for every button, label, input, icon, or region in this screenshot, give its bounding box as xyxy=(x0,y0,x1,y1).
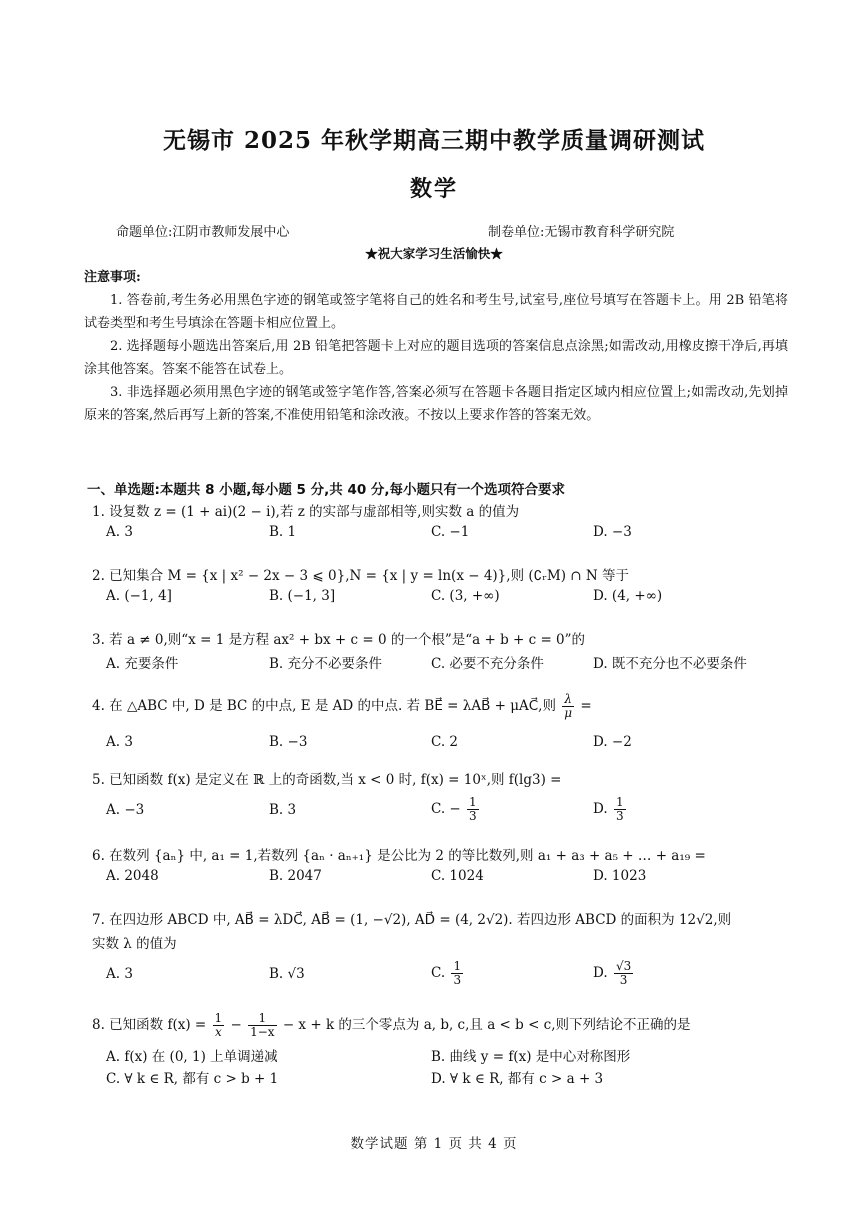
option-a: A. 2048 xyxy=(106,868,159,884)
option-d: D. ∀ k ∈ R, 都有 c > a + 3 xyxy=(431,1071,604,1087)
question-7 xyxy=(92,910,792,994)
exam-subject: 数学 xyxy=(409,176,458,202)
option-b: B. −3 xyxy=(269,734,308,750)
option-c: C. 1024 xyxy=(431,868,484,884)
question-1 xyxy=(92,502,792,548)
page-footer: 数学试题 第 1 页 共 4 页 xyxy=(350,1136,518,1152)
option-c xyxy=(431,960,465,987)
question-stem: 2. 已知集合 M = {x | x² − 2x − 3 ⩽ 0},N = {x | y = ln(x − 4)},则 (∁ᵣM) ∩ N 等于 xyxy=(92,568,629,584)
fraction-denominator: 3 xyxy=(469,809,477,823)
question-stem: 3. 若 a ≠ 0,则“x = 1 是方程 ax² + bx + c = 0 的一个根”是“a + b + c = 0”的 xyxy=(92,632,586,648)
option-label: C. − xyxy=(431,801,461,817)
options-row xyxy=(92,796,792,830)
fraction xyxy=(614,796,626,823)
option-a: A. f(x) 在 (0, 1) 上单调递减 xyxy=(106,1049,278,1065)
option-label: D. xyxy=(593,801,608,817)
question-2 xyxy=(92,566,792,612)
stem-text: − xyxy=(230,1017,242,1033)
fraction-denominator: 1−x xyxy=(250,1025,275,1039)
fraction-denominator: 3 xyxy=(619,973,628,987)
option-c: C. ∀ k ∈ R, 都有 c > b + 1 xyxy=(106,1071,279,1087)
option-a: A. 3 xyxy=(106,966,133,982)
stem-text: 4. 在 △ABC 中, D 是 BC 的中点, E 是 AD 的中点. 若 BE⃗ = λAB⃗ + μAC⃗,则 xyxy=(92,698,556,714)
options-row xyxy=(92,960,792,994)
fraction-numerator: λ xyxy=(562,693,574,707)
option-c: C. 必要不充分条件 xyxy=(431,656,544,672)
motto: ★祝大家学习生活愉快★ xyxy=(365,246,503,261)
stem-text: = xyxy=(580,698,592,714)
fraction-numerator: √3 xyxy=(615,959,632,973)
question-5 xyxy=(92,770,792,830)
option-a: A. 充要条件 xyxy=(106,656,179,672)
fraction xyxy=(213,1012,225,1039)
fraction-numerator: 1 xyxy=(469,795,477,809)
option-b: B. 3 xyxy=(269,802,297,818)
option-b: B. (−1, 3] xyxy=(269,588,336,604)
option-d: D. −2 xyxy=(593,734,632,750)
option-c xyxy=(431,796,481,823)
options-row xyxy=(92,734,792,758)
option-b: B. √3 xyxy=(269,966,305,982)
fraction xyxy=(562,693,574,720)
question-4 xyxy=(92,693,792,758)
question-stem-line-2: 实数 λ 的值为 xyxy=(92,936,177,952)
question-6 xyxy=(92,846,792,892)
option-b: B. 2047 xyxy=(269,868,322,884)
exam-title: 无锡市 2025 年秋学期高三期中教学质量调研测试 xyxy=(162,127,706,154)
fraction-denominator: 3 xyxy=(453,973,462,987)
fraction xyxy=(451,960,463,987)
option-b: B. 充分不必要条件 xyxy=(269,656,383,672)
options-row xyxy=(92,652,792,676)
option-d xyxy=(593,960,635,987)
question-stem: 5. 已知函数 f(x) 是定义在 ℝ 上的奇函数,当 x < 0 时, f(x) = 10ˣ,则 f(lg3) = xyxy=(92,772,562,788)
question-8 xyxy=(92,1012,792,1091)
option-d: D. −3 xyxy=(593,524,632,540)
notice-item: 1. 答卷前,考生务必用黑色字迹的钢笔或签字笔将自己的姓名和考生号,试室号,座位号填写在答题卡上。用 2B 铅笔将试卷类型和考生号填涂在答题卡相应位置上。 xyxy=(84,293,788,331)
option-c: C. (3, +∞) xyxy=(431,588,500,604)
notice-block xyxy=(84,266,788,427)
option-d: D. 1023 xyxy=(593,868,647,884)
option-a: A. −3 xyxy=(106,802,145,818)
question-stem: 7. 在四边形 ABCD 中, AB⃗ = λDC⃗, AB⃗ = (1, −√2), AD⃗ = (4, 2√2). 若四边形 ABCD 的面积为 12√2,则 xyxy=(92,912,732,928)
option-label: C. xyxy=(431,965,446,981)
fraction-numerator: 1 xyxy=(453,959,462,973)
fraction-numerator: 1 xyxy=(214,1011,223,1025)
question-stem xyxy=(92,1012,792,1039)
options-row xyxy=(92,588,792,612)
question-stem xyxy=(92,693,792,720)
option-d: D. (4, +∞) xyxy=(593,588,663,604)
options-row xyxy=(92,524,792,548)
option-d xyxy=(593,796,628,823)
option-c: C. 2 xyxy=(431,734,459,750)
fraction-numerator: 1 xyxy=(615,795,624,809)
option-label: D. xyxy=(593,965,608,981)
fraction xyxy=(614,960,633,987)
fraction-denominator: μ xyxy=(564,706,573,720)
fraction xyxy=(248,1012,276,1039)
section-heading: 一、单选题:本题共 8 小题,每小题 5 分,共 40 分,每小题只有一个选项符合要求 xyxy=(87,482,566,498)
option-c: C. −1 xyxy=(431,524,470,540)
question-stem: 1. 设复数 z = (1 + ai)(2 − i),若 z 的实部与虚部相等,则实数 a 的值为 xyxy=(92,504,520,520)
option-b: B. 曲线 y = f(x) 是中心对称图形 xyxy=(431,1049,631,1065)
options-grid xyxy=(92,1045,792,1091)
option-d: D. 既不充分也不必要条件 xyxy=(593,656,747,672)
option-b: B. 1 xyxy=(269,524,297,540)
question-3 xyxy=(92,630,792,676)
setter-unit: 命题单位:江阴市教师发展中心 xyxy=(116,225,290,240)
option-a: A. 3 xyxy=(106,734,133,750)
fraction xyxy=(467,796,479,823)
option-a: A. (−1, 4] xyxy=(106,588,172,604)
option-a: A. 3 xyxy=(106,524,133,540)
fraction-denominator: 3 xyxy=(615,809,624,823)
stem-text: 8. 已知函数 f(x) = xyxy=(92,1017,207,1033)
notice-item: 3. 非选择题必须用黑色字迹的钢笔或签字笔作答,答案必须写在答题卡各题目指定区域内相应位置上;如需改动,先划掉原来的答案,然后再写上新的答案,不准使用铅笔和涂改液。不按以上要求作答的答案无效。 xyxy=(84,385,788,423)
producer-unit: 制卷单位:无锡市教育科学研究院 xyxy=(488,225,675,240)
options-row xyxy=(92,868,792,892)
notice-item: 2. 选择题每小题选出答案后,用 2B 铅笔把答题卡上对应的题目选项的答案信息点涂黑;如需改动,用橡皮擦干净后,再填涂其他答案。答案不能答在试卷上。 xyxy=(84,339,788,377)
notice-heading: 注意事项: xyxy=(84,270,141,285)
stem-text: − x + k 的三个零点为 a, b, c,且 a < b < c,则下列结论不正确的是 xyxy=(282,1017,691,1033)
fraction-numerator: 1 xyxy=(248,1012,276,1026)
question-stem: 6. 在数列 {aₙ} 中, a₁ = 1,若数列 {aₙ · aₙ₊₁} 是公比为 2 的等比数列,则 a₁ + a₃ + a₅ + … + a₁₉ = xyxy=(92,848,706,864)
fraction-denominator: x xyxy=(214,1025,222,1039)
